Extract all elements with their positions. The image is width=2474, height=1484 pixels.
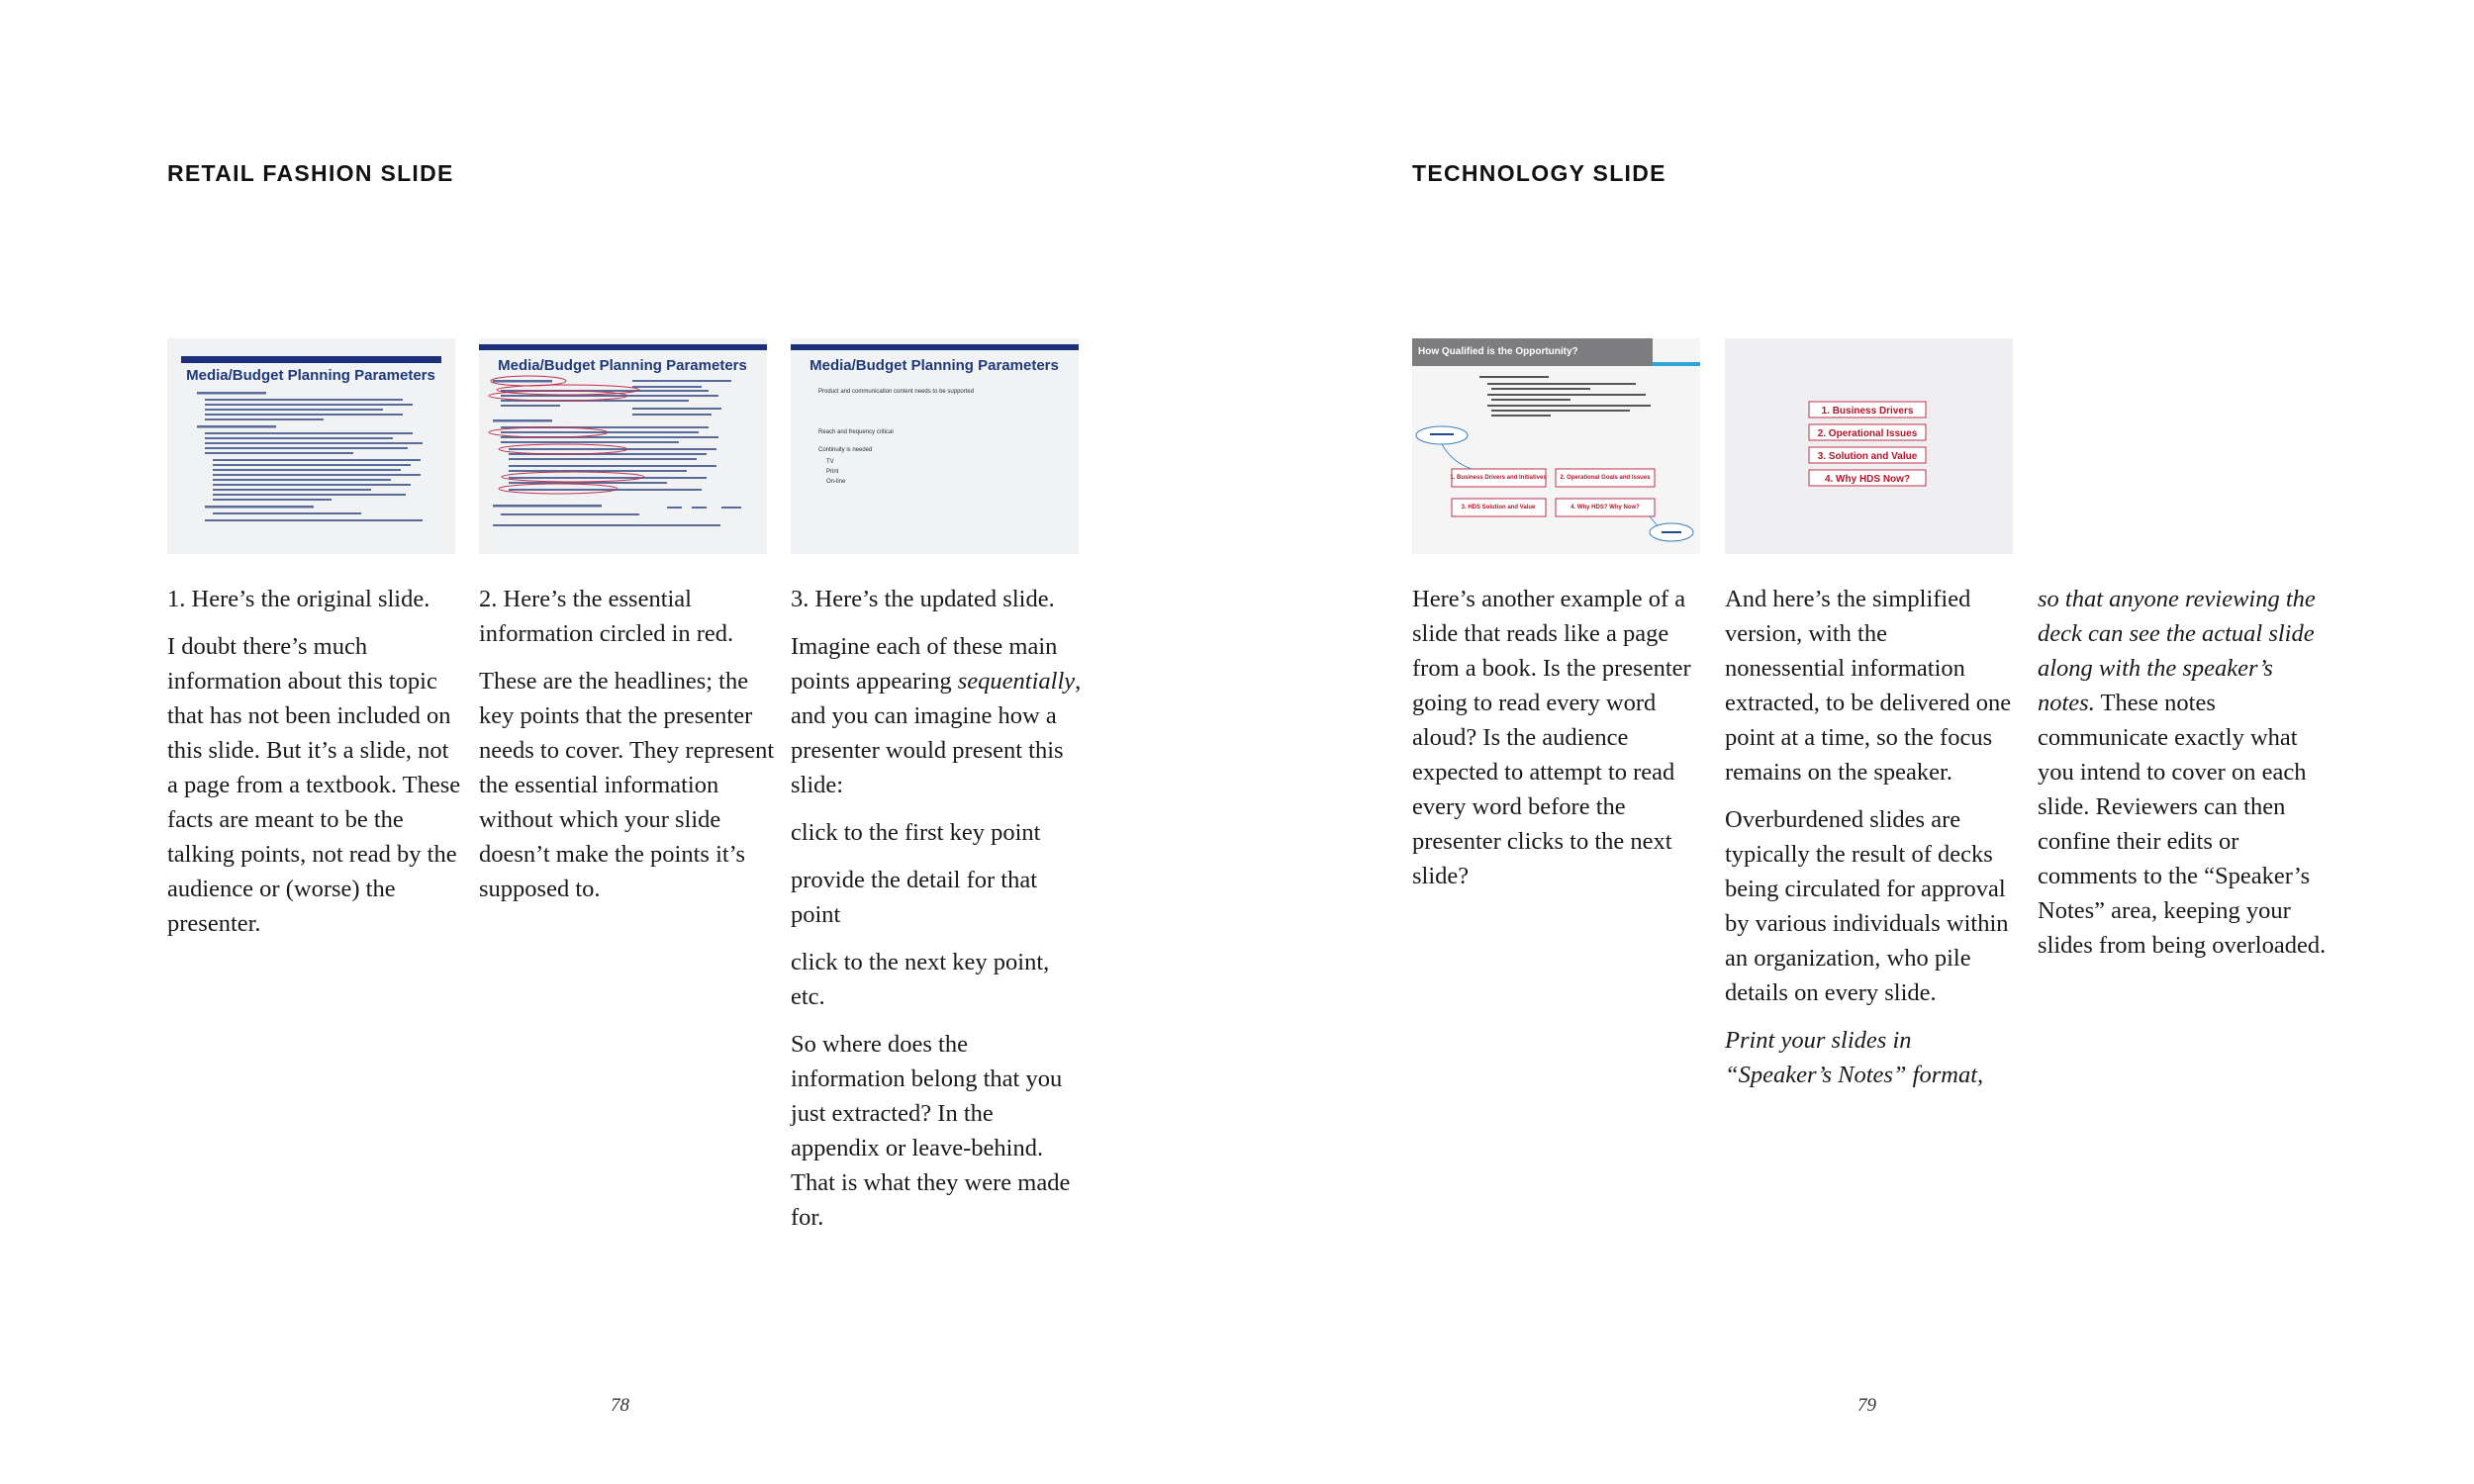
original-slide-title: Media/Budget Planning Parameters <box>186 367 435 384</box>
right-column-1 <box>1412 582 1699 906</box>
step-3-paragraph-4: click to the next key point, etc. <box>791 949 1050 1010</box>
overburdened-paragraph: Overburdened slides are typically the result of decks being circulated for approval by various individuals within an organization, who pile details on every slide. <box>1725 806 2009 1006</box>
simplified-paragraph: And here’s the simplified version, with the nonessential information extracted, to be delivered one point at a time, so the focus remains on the speaker. <box>1725 586 2012 786</box>
tech-box-3-label: 3. HDS Solution and Value <box>1461 505 1536 510</box>
tech-original-slide-graphic <box>1412 338 1700 554</box>
updated-item-2: Reach and frequency critical <box>818 429 894 435</box>
updated-slide-graphic <box>791 338 1079 554</box>
tech-box-4-label: 4. Why HDS? Why Now? <box>1570 505 1640 510</box>
step-1-caption: 1. Here’s the original slide. <box>167 586 430 612</box>
speaker-notes-emphasis: so that anyone reviewing the deck can see the actual slide along with the speaker’s notes. <box>2038 586 2316 716</box>
simplified-item-1: 1. Business Drivers <box>1821 406 1914 417</box>
technology-heading: TECHNOLOGY SLIDE <box>1412 160 1666 186</box>
circled-slide-graphic <box>479 338 767 554</box>
left-column-3 <box>791 582 1088 1248</box>
speaker-notes-paragraph: so that anyone reviewing the deck can see the actual slide along with the speaker’s notes. These notes communicate exactly what you intend to cover on each slide. Reviewers can then confine their edits or comments to the “Speaker’s Notes” area, keeping your slides from being overloaded. <box>2038 586 2327 959</box>
updated-item-5: Print <box>826 469 839 475</box>
step-2-body: These are the headlines; the key points that the presenter needs to cover. They represent the essential information without which your slide doesn’t make the points it’s supposed to. <box>479 668 775 902</box>
right-column-2 <box>1725 582 2012 1105</box>
step-3-paragraph-3: provide the detail for that point <box>791 867 1037 928</box>
step-3-caption: 3. Here’s the updated slide. <box>791 586 1055 612</box>
tech-original-title: How Qualified is the Opportunity? <box>1418 346 1578 357</box>
right-column-3 <box>2038 582 2334 975</box>
step-3-paragraph-1: Imagine each of these main points appearing sequentially, and you can imagine how a presenter would present this slide: <box>791 633 1082 798</box>
updated-item-3: Continuity is needed <box>818 447 873 453</box>
circled-slide-title: Media/Budget Planning Parameters <box>498 357 747 374</box>
circled-slide-thumbnail <box>479 338 767 554</box>
step-3-paragraph-5: So where does the information belong that you just extracted? In the appendix or leave-behind. That is what they were made for. <box>791 1031 1071 1231</box>
tech-original-slide-thumbnail <box>1412 338 1700 554</box>
updated-slide-title: Media/Budget Planning Parameters <box>809 357 1059 374</box>
step-1-body: I doubt there’s much information about this topic that has not been included on this slide. But it’s a slide, not a page from a textbook. These facts are meant to be the talking points, not read by the audience or (worse) the presenter. <box>167 633 461 937</box>
updated-item-1: Product and communication content needs to be supported <box>818 389 975 395</box>
updated-slide-thumbnail <box>791 338 1079 554</box>
sequentially-emphasis: sequentially <box>957 668 1076 695</box>
tech-simplified-slide-graphic <box>1725 338 2013 554</box>
updated-item-6: On-line <box>826 479 846 485</box>
simplified-item-4: 4. Why HDS Now? <box>1824 474 1911 485</box>
original-slide-thumbnail <box>167 338 455 554</box>
simplified-item-2: 2. Operational Issues <box>1817 428 1918 439</box>
retail-fashion-heading: RETAIL FASHION SLIDE <box>167 160 454 186</box>
original-slide-graphic <box>167 338 455 554</box>
left-column-1 <box>167 582 464 954</box>
step-2-caption: 2. Here’s the essential information circled in red. <box>479 586 734 647</box>
tech-box-2-label: 2. Operational Goals and Issues <box>1560 475 1651 481</box>
updated-item-4: TV <box>826 459 834 465</box>
tech-example-body: Here’s another example of a slide that reads like a page from a book. Is the presenter going to read every word aloud? Is the audience expected to attempt to read every word before the presenter clicks to the next slide? <box>1412 586 1691 889</box>
tech-box-1-label: 1. Business Drivers and Initiatives <box>1450 475 1547 481</box>
simplified-item-3: 3. Solution and Value <box>1817 451 1918 462</box>
step-3-paragraph-2: click to the first key point <box>791 819 1041 846</box>
right-page-number: 79 <box>1857 1395 1876 1416</box>
print-notes-paragraph: Print your slides in “Speaker’s Notes” format, <box>1725 1027 1984 1088</box>
left-page-number: 78 <box>611 1395 629 1416</box>
left-column-2 <box>479 582 776 919</box>
tech-simplified-slide-thumbnail <box>1725 338 2013 554</box>
